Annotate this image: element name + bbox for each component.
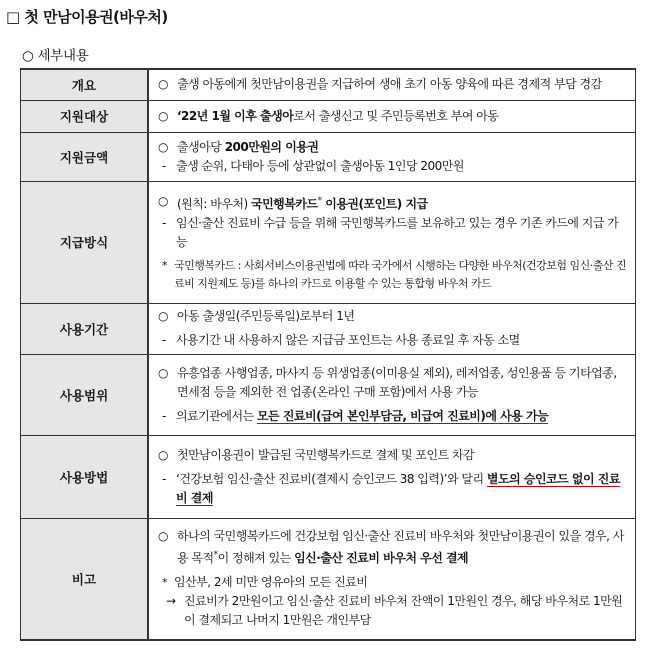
row-header: 지급방식 xyxy=(21,181,149,303)
row-text: 진료비가 2만원이고 임신·출산 진료비 바우처 잔액이 1만원인 경우, 해당 바우처로 1만원이 결제되고 나머지 1만원은 개인부담 xyxy=(184,594,623,628)
star-marker: * xyxy=(162,576,167,590)
row-text: 사용기간 내 사용하지 않은 지급금 포인트는 사용 종료일 후 자동 소멸 xyxy=(176,333,520,347)
footnote-star: * xyxy=(213,550,218,561)
row-text: 출생 아동에게 첫만남이용권을 지급하여 생애 초기 아동 양육에 따른 경제적 부담 경감 xyxy=(177,77,602,92)
row-text: ‘건강보험 임신·출산 진료비(결제시 승인코드 38 입력)’와 달리 xyxy=(176,471,487,486)
row-text: 임산부, 2세 미만 영유아의 모든 진료비 xyxy=(174,575,368,590)
row-text-bold: 이용권(포인트) 지급 xyxy=(321,196,428,211)
row-header: 지원금액 xyxy=(21,132,149,181)
row-text: 의료기관에서는 xyxy=(176,408,257,423)
circle-marker: ○ xyxy=(158,309,168,323)
dash-marker: - xyxy=(162,215,166,230)
row-header: 개요 xyxy=(21,69,149,100)
dash-marker: - xyxy=(162,408,166,423)
row-header: 비고 xyxy=(21,518,149,640)
table-row-usage-method xyxy=(21,435,636,518)
table-row-payment-method xyxy=(21,181,636,303)
star-marker: * xyxy=(162,258,167,272)
row-text: 임신·출산 진료비 수급 등을 위해 국민행복카드를 보유하고 있는 경우 기존 카드에 지급 가능 xyxy=(176,215,619,249)
row-header: 사용방법 xyxy=(21,435,149,518)
dash-marker: - xyxy=(162,158,166,173)
row-footnote: 국민행복카드 : 사회서비스이용권법에 따라 국가에서 시행하는 다양한 바우처(건강보험 임신·출산 진료비 지원제도 등)를 하나의 카드로 이용할 수 있는 통합형 바우처 카드 xyxy=(174,258,627,290)
row-text: 유흥업종 사행업종, 마사지 등 위생업종(이미용실 제외), 레저업종, 성인용품 등 기타업종, 면세점 등을 제외한 전 업종(온라인 구매 포함)에서 사용 가능 xyxy=(177,365,617,399)
row-text: 하나의 국민행복카드에 건강보험 임신·출산 진료비 바우처와 첫만남이용권이 있을 경우, 사용 목적 xyxy=(177,529,624,566)
circle-marker: ○ xyxy=(158,365,168,380)
table-row-overview xyxy=(21,69,636,100)
circle-marker: ○ xyxy=(158,108,168,123)
dash-marker: - xyxy=(162,471,166,486)
row-text: 출생 순위, 다태아 등에 상관없이 출생아동 1인당 200만원 xyxy=(176,158,464,173)
row-header: 지원대상 xyxy=(21,100,149,132)
table-row-usage-scope xyxy=(21,354,636,435)
page-title: □ 첫 만남이용권(바우처) xyxy=(6,8,168,26)
table-row-remarks xyxy=(21,518,636,640)
row-text-underlined: 별도의 승인코드 없이 진료비 결제 xyxy=(176,471,620,505)
table-row-amount xyxy=(21,132,636,181)
row-text: (원칙: 바우처) xyxy=(177,196,251,211)
row-text: 이 정해져 있는 xyxy=(217,551,295,566)
table-row-usage-period xyxy=(21,303,636,354)
row-text: 첫만남이용권이 발급된 국민행복카드로 결제 및 포인트 차감 xyxy=(177,447,475,462)
dash-marker: - xyxy=(162,333,166,347)
row-text: 아동 출생일(주민등록일)로부터 1년 xyxy=(177,309,355,323)
section-subtitle: ○ 세부내용 xyxy=(22,48,89,64)
circle-marker: ○ xyxy=(158,77,168,92)
row-text-bold: 200만원의 이용권 xyxy=(224,139,319,154)
row-header: 사용기간 xyxy=(21,303,149,354)
row-text: 로서 출생신고 및 주민등록번호 부여 아동 xyxy=(293,108,499,123)
footnote-star: * xyxy=(317,195,322,206)
circle-marker: ○ xyxy=(158,529,168,544)
row-text-bold: ‘22년 1월 이후 출생아 xyxy=(177,108,294,123)
table-row-eligibility xyxy=(21,100,636,132)
row-text-bold: 임신·출산 진료비 바우처 우선 결제 xyxy=(294,551,469,566)
row-header: 사용범위 xyxy=(21,354,149,435)
row-text-underlined: 모든 진료비(급여 본인부담금, 비급여 진료비)에 사용 가능 xyxy=(256,408,549,423)
details-table xyxy=(20,68,636,641)
circle-marker: ○ xyxy=(158,139,168,154)
row-text-bold: 국민행복카드 xyxy=(251,196,318,211)
circle-marker: ○ xyxy=(158,193,168,208)
row-text: 출생아당 xyxy=(177,139,225,154)
arrow-icon: → xyxy=(166,594,176,609)
circle-marker: ○ xyxy=(158,447,168,462)
